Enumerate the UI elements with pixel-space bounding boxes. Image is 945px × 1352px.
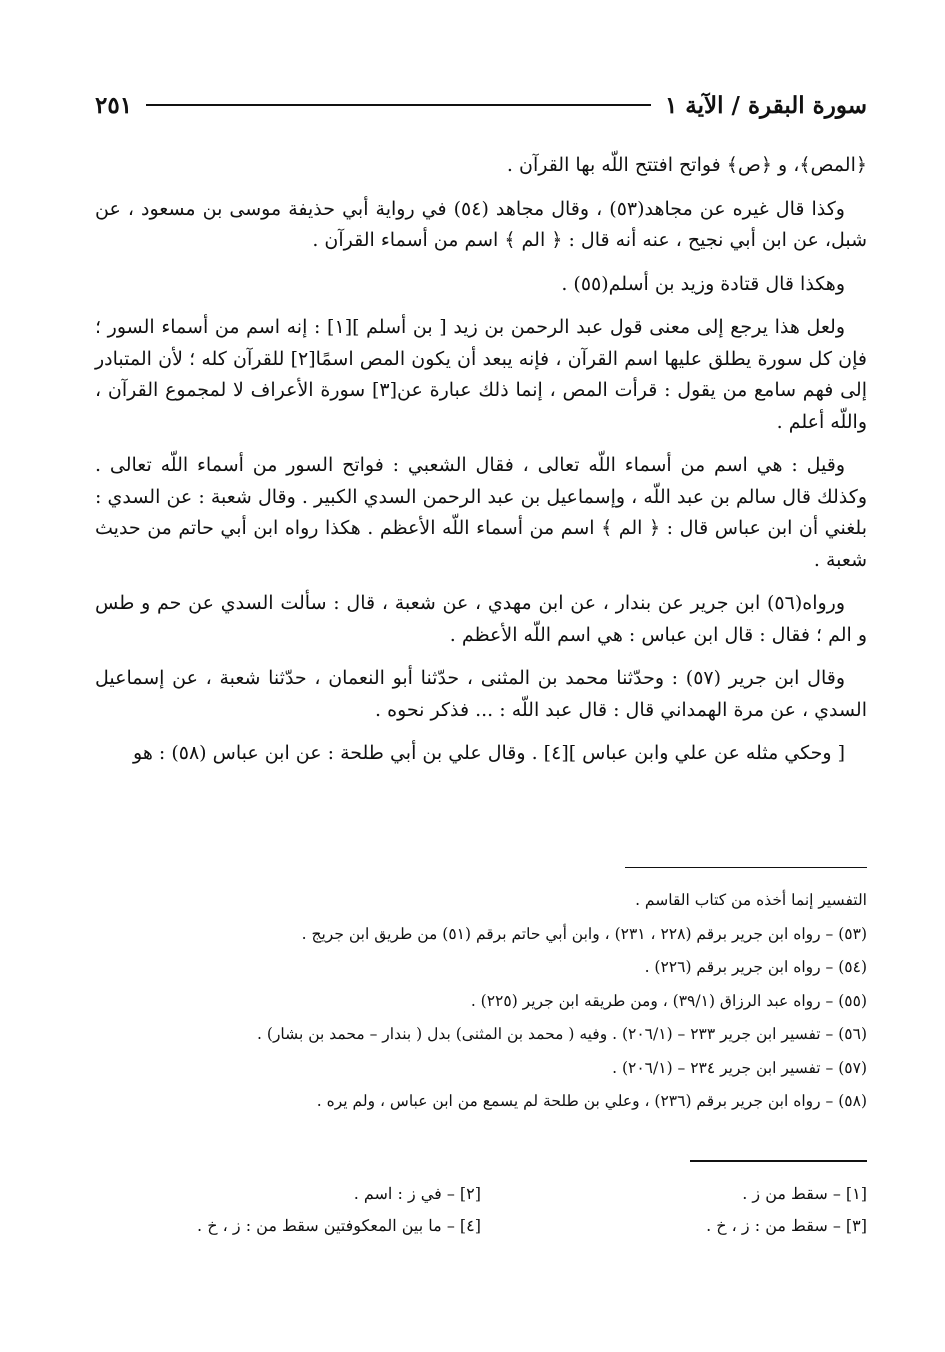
variants-row <box>95 1210 867 1242</box>
variant-note-3: [٣] – سقط من : ز ، خ . <box>706 1216 867 1235</box>
paragraph: ولعل هذا يرجع إلى معنى قول عبد الرحمن بن زيد [ بن أسلم ][١] : إنه اسم من أسماء السور ؛ فإن كل سورة يطلق عليها اسم القرآن ، فإنه يبعد أن يكون المص اسمًا[٢] للقرآن كله ؛ لأن المتبادر إلى فهم سامع من يقول : قرأت المص ، إنما ذلك عبارة عن[٣] سورة الأعراف لا لمجموع القرآن ، واللّه أعلم . <box>95 316 867 433</box>
paragraph: وهكذا قال قتادة وزيد بن أسلم(٥٥) . <box>561 272 845 295</box>
footnote-54: (٥٤) – رواه ابن جرير برقم (٢٢٦) . <box>644 958 867 976</box>
header-rule <box>146 104 651 106</box>
paragraph: ورواه(٥٦) ابن جرير عن بندار ، عن ابن مهدي ، عن شعبة ، قال : سألت السدي عن حم و طس و الم ؛ فقال : قال ابن عباس : هي اسم اللّه الأعظم . <box>95 592 867 646</box>
footnotes <box>95 884 867 1119</box>
variants-row <box>95 1178 867 1210</box>
paragraph: وكذا قال غيره عن مجاهد(٥٣) ، وقال مجاهد (٥٤) في رواية أبي حذيفة موسى بن مسعود ، عن شبل، عن ابن أبي نجيح ، عنه أنه قال : ﴿ الم ﴾ اسم من أسماء القرآن . <box>95 197 867 251</box>
footnote-continuation: التفسير إنما أخذه من كتاب القاسم . <box>635 891 867 909</box>
surah-title: سورة البقرة / الآية ١ <box>664 91 867 119</box>
variants-divider <box>690 1160 867 1162</box>
main-text <box>95 150 867 782</box>
manuscript-variants <box>95 1178 867 1242</box>
paragraph: وقال ابن جرير (٥٧) : وحدّثنا محمد بن المثنى ، حدّثنا أبو النعمان ، حدّثنا شعبة ، عن إسماعيل السدي ، عن مرة الهمداني قال : قال عبد اللّه : ... فذكر نحوه . <box>95 667 867 721</box>
page-header <box>95 88 867 122</box>
variant-note-1: [١] – سقط من ز . <box>742 1184 867 1203</box>
footnote-57: (٥٧) – تفسير ابن جرير ٢٣٤ – (٢٠٦/١) . <box>612 1058 867 1077</box>
variant-note-4: [٤] – ما بين المعكوفتين سقط من : ز ، خ . <box>197 1216 481 1235</box>
variant-note-2: [٢] – في ز : اسم . <box>353 1184 481 1203</box>
footnote-divider <box>625 867 867 868</box>
paragraph: وقيل : هي اسم من أسماء اللّه تعالى ، فقال الشعبي : فواتح السور من أسماء اللّه تعالى . وكذلك قال سالم بن عبد اللّه ، وإسماعيل بن عبد الرحمن السدي الكبير . وقال شعبة : عن السدي : بلغني أن ابن عباس قال : ﴿ الم ﴾ اسم من أسماء اللّه الأعظم . هكذا رواه ابن أبي حاتم من حديث شعبة . <box>95 454 867 571</box>
footnote-58: (٥٨) – رواه ابن جرير برقم (٢٣٦) ، وعلي بن طلحة لم يسمع من ابن عباس ، ولم يره . <box>316 1092 867 1110</box>
paragraph: [ وحكي مثله عن علي وابن عباس ][٤] . وقال علي بن أبي طلحة : عن ابن عباس (٥٨) : هو <box>133 742 845 764</box>
footnote-55: (٥٥) – رواه عبد الرزاق (٣٩/١) ، ومن طريقه ابن جرير (٢٢٥) . <box>470 991 867 1010</box>
footnote-53: (٥٣) – رواه ابن جرير برقم (٢٢٨ ، ٢٣١) ، وابن أبي حاتم برقم (٥١) من طريق ابن جريج . <box>301 924 867 943</box>
page-number: ٢٥١ <box>95 91 133 119</box>
paragraph: ﴿المص﴾، و ﴿ص﴾ فواتح افتتح اللّه بها القرآن . <box>506 154 867 176</box>
footnote-56: (٥٦) – تفسير ابن جرير ٢٣٣ – (٢٠٦/١) . وفيه ( محمد بن المثنى) بدل ( بندار – محمد بن بشار) . <box>257 1025 867 1043</box>
